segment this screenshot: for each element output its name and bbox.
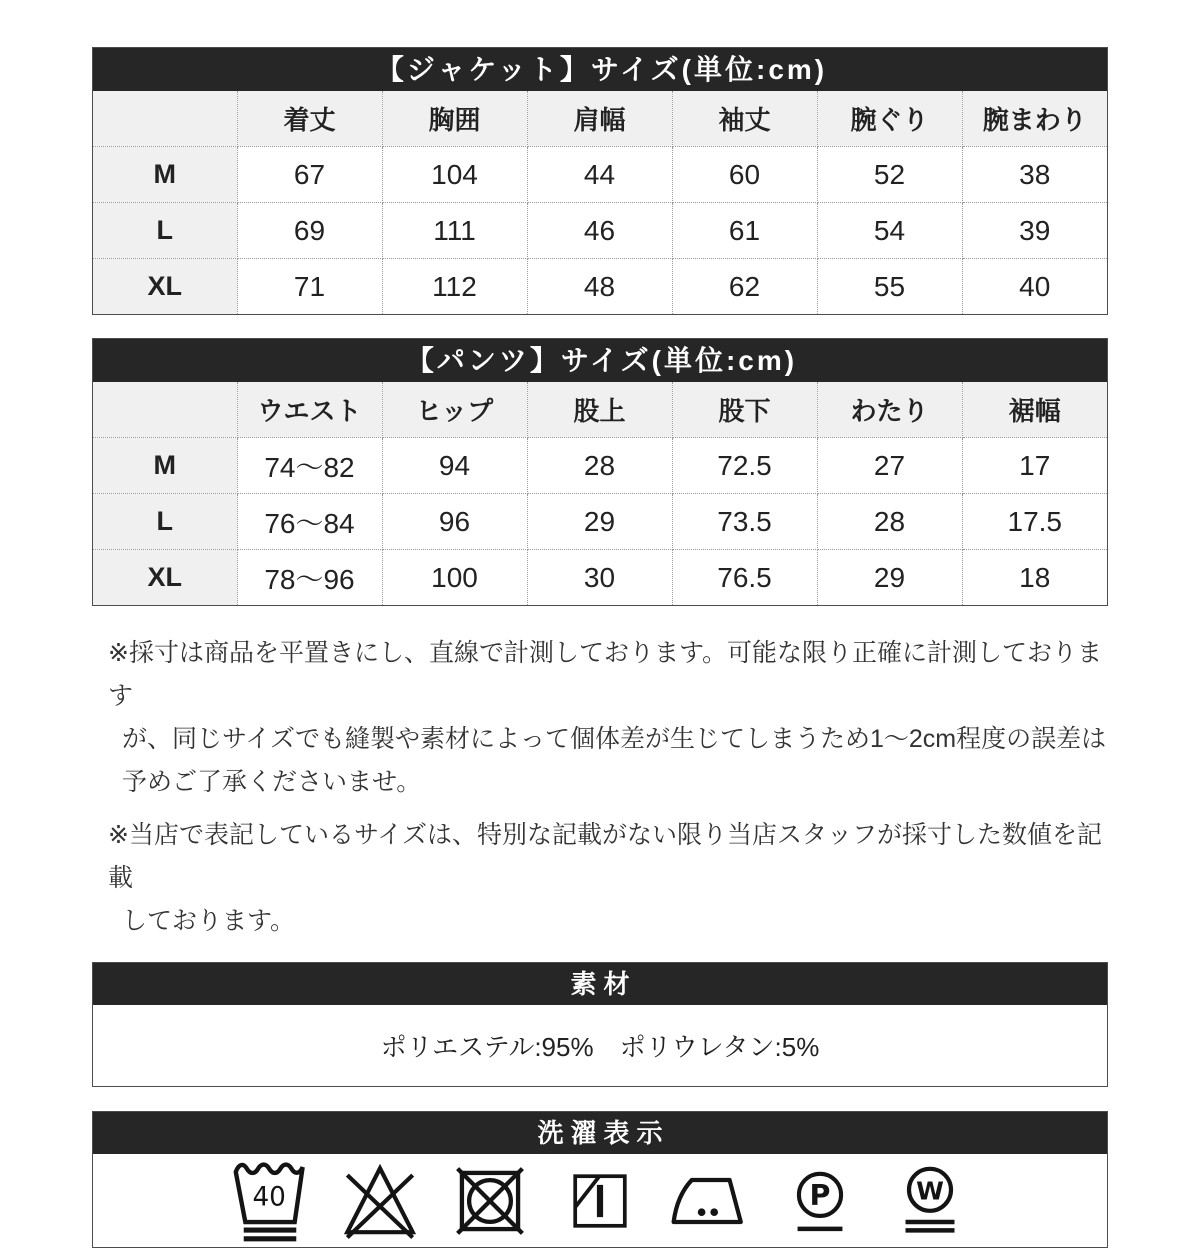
cell-value: 28 [527,438,672,494]
material-section [92,962,1108,1087]
column-header: 胸囲 [382,91,527,147]
cell-value: 112 [382,259,527,315]
cell-value: 28 [817,494,962,550]
column-header: ウエスト [237,382,382,438]
column-header: 股上 [527,382,672,438]
note-staff-measured [92,814,1108,943]
laundry-care-section [92,1111,1108,1248]
size-label: XL [93,550,237,606]
note-text: が、同じサイズでも縫製や素材によって個体差が生じてしまうため1〜2cm程度の誤差は [122,725,1107,753]
column-header: 腕ぐり [817,91,962,147]
column-header: 裾幅 [962,382,1107,438]
note-measurement-accuracy [92,632,1108,804]
cell-value: 44 [527,147,672,203]
dry-clean-p-gentle-icon [765,1169,875,1233]
column-header: 股下 [672,382,817,438]
cell-value: 29 [817,550,962,606]
column-header: わたり [817,382,962,438]
cell-value: 72.5 [672,438,817,494]
corner-cell [93,382,237,438]
size-label: M [93,147,237,203]
cell-value: 71 [237,259,382,315]
wet-clean-letter: W [916,1176,944,1206]
pants-size-title: 【パンツ】サイズ(単位:cm) [93,339,1107,382]
cell-value: 60 [672,147,817,203]
cell-value: 67 [237,147,382,203]
cell-value: 76〜84 [237,494,382,550]
jacket-size-table [93,91,1107,314]
size-label: M [93,438,237,494]
cell-value: 54 [817,203,962,259]
wash-40-very-gentle-icon [215,1160,325,1242]
cell-value: 73.5 [672,494,817,550]
cell-value: 17 [962,438,1107,494]
table-row [93,438,1107,494]
column-header: 腕まわり [962,91,1107,147]
cell-value: 69 [237,203,382,259]
jacket-header-row [93,91,1107,147]
pants-header-row [93,382,1107,438]
cell-value: 78〜96 [237,550,382,606]
column-header: 着丈 [237,91,382,147]
do-not-tumble-dry-icon [435,1165,545,1237]
line-dry-in-shade-icon [545,1169,655,1233]
note-text: 予めご了承くださいませ。 [122,768,422,796]
cell-value: 55 [817,259,962,315]
jacket-size-section [92,47,1108,315]
cell-value: 52 [817,147,962,203]
measurement-notes [92,632,1108,943]
size-label: L [93,494,237,550]
table-row [93,203,1107,259]
column-header: 肩幅 [527,91,672,147]
dry-clean-letter: P [809,1177,831,1212]
table-row [93,147,1107,203]
cell-value: 29 [527,494,672,550]
table-row [93,259,1107,315]
laundry-icons-row [93,1154,1107,1247]
jacket-size-title: 【ジャケット】サイズ(単位:cm) [93,48,1107,91]
laundry-care-title: 洗濯表示 [93,1112,1107,1154]
wash-temperature-value: 40 [252,1181,286,1212]
cell-value: 48 [527,259,672,315]
cell-value: 18 [962,550,1107,606]
size-label: L [93,203,237,259]
note-text: ※採寸は商品を平置きにし、直線で計測しております。可能な限り正確に計測しております [108,639,1102,710]
pants-size-section [92,338,1108,606]
cell-value: 27 [817,438,962,494]
cell-value: 74〜82 [237,438,382,494]
note-text: ※当店で表記しているサイズは、特別な記載がない限り当店スタッフが採寸した数値を記載 [108,821,1102,892]
cell-value: 76.5 [672,550,817,606]
cell-value: 46 [527,203,672,259]
table-row [93,494,1107,550]
cell-value: 96 [382,494,527,550]
size-chart-page [92,0,1108,1248]
cell-value: 111 [382,203,527,259]
column-header: ヒップ [382,382,527,438]
pants-size-table [93,382,1107,605]
column-header: 袖丈 [672,91,817,147]
cell-value: 61 [672,203,817,259]
corner-cell [93,91,237,147]
table-row [93,550,1107,606]
cell-value: 104 [382,147,527,203]
cell-value: 17.5 [962,494,1107,550]
cell-value: 39 [962,203,1107,259]
iron-medium-icon [655,1173,765,1229]
cell-value: 30 [527,550,672,606]
cell-value: 94 [382,438,527,494]
note-text: しております。 [122,907,296,935]
do-not-bleach-icon [325,1163,435,1239]
material-title: 素材 [93,963,1107,1005]
wet-clean-very-gentle-icon [875,1166,985,1236]
size-label: XL [93,259,237,315]
cell-value: 100 [382,550,527,606]
cell-value: 62 [672,259,817,315]
cell-value: 38 [962,147,1107,203]
cell-value: 40 [962,259,1107,315]
material-composition: ポリエステル:95% ポリウレタン:5% [380,1032,820,1062]
